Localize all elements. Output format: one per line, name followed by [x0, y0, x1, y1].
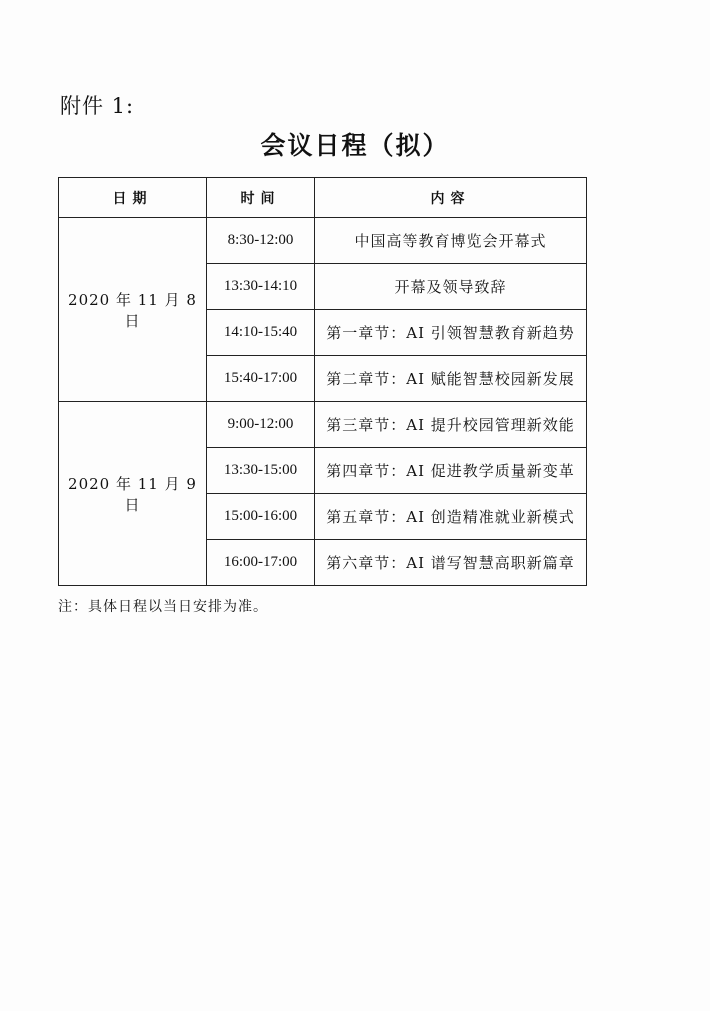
date-cell: 2020 年 11 月 8 日	[59, 218, 207, 402]
time-cell: 15:40-17:00	[207, 356, 315, 402]
date-cell: 2020 年 11 月 9 日	[59, 402, 207, 586]
time-cell: 16:00-17:00	[207, 540, 315, 586]
content-cell: 第三章节：AI 提升校园管理新效能	[315, 402, 587, 448]
table-row	[59, 402, 587, 448]
time-cell: 14:10-15:40	[207, 310, 315, 356]
header-date: 日期	[59, 178, 207, 218]
header-content: 内容	[315, 178, 587, 218]
time-cell: 13:30-14:10	[207, 264, 315, 310]
header-time: 时间	[207, 178, 315, 218]
table-row	[59, 218, 587, 264]
schedule-table	[58, 177, 587, 586]
time-cell: 13:30-15:00	[207, 448, 315, 494]
content-cell: 第五章节：AI 创造精准就业新模式	[315, 494, 587, 540]
footnote: 注：具体日程以当日安排为准。	[58, 599, 268, 615]
time-cell: 9:00-12:00	[207, 402, 315, 448]
content-cell: 第六章节：AI 谱写智慧高职新篇章	[315, 540, 587, 586]
content-cell: 开幕及领导致辞	[315, 264, 587, 310]
page-title: 会议日程（拟）	[260, 131, 450, 160]
time-cell: 15:00-16:00	[207, 494, 315, 540]
content-cell: 第二章节：AI 赋能智慧校园新发展	[315, 356, 587, 402]
content-cell: 中国高等教育博览会开幕式	[315, 218, 587, 264]
content-cell: 第四章节：AI 促进教学质量新变革	[315, 448, 587, 494]
time-cell: 8:30-12:00	[207, 218, 315, 264]
content-cell: 第一章节：AI 引领智慧教育新趋势	[315, 310, 587, 356]
attachment-label: 附件 1:	[60, 94, 135, 118]
table-header-row	[59, 178, 587, 218]
